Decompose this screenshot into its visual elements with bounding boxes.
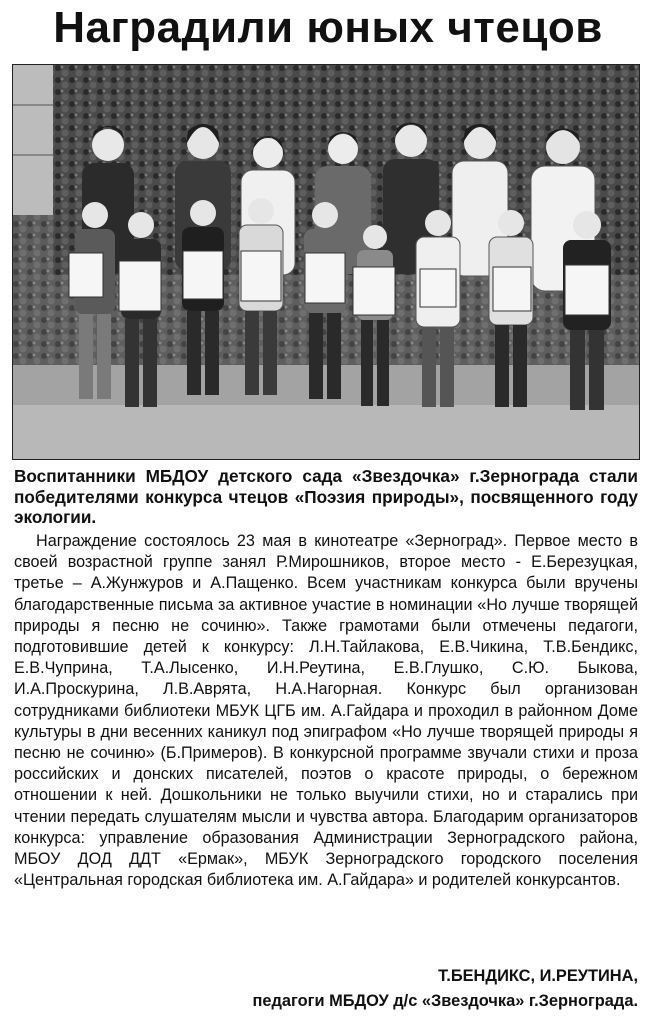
article-body: Награждение состоялось 23 мая в кинотеатре «Зерноград». Первое место в своей возрастной группе занял Р.Мирошников, второе место - Е.Березуцкая, третье – А.Жунжуров и А.Пащенко. Всем участникам конкурса были вручены благодарственные письма за активное участие в номинации «Но лучше творящей природы я песню не сочиню». Также грамотами были отмечены педагоги, подготовившие детей к конкурсу: Л.Н.Тайлакова, Е.В.Чикина, Т.В.Бендикс, Е.В.Чуприна, Т.А.Лысенко, И.Н.Реутина, Е.В.Глушко, С.Ю. Быкова, И.А.Проскурина, Л.В.Аврята, Н.А.Нагорная. Конкурс был организован сотрудниками библиотеки МБУК ЦГБ им. А.Гайдара и проходил в районном Доме культуры в дни весенних каникул под эпиграфом «Но лучше творящей природы я песню не сочиню» (Б.Примеров). В конкурсной программе звучали стихи и проза российских и донских писателей, поэтов о красоте природы, о бережном отношении к ней. Дошкольники не только выучили стихи, но и старались при чтении передать слушателям мысли и чувства автора. Благодарим организаторов конкурса: управление образования Администрации Зерноградского района, МБОУ ДОД ДДТ «Ермак», МБУК Зерноградского городского поселения «Центральная городская библиотека им. А.Гайдара» и родителей конкурсантов.: [14, 532, 638, 890]
signature-names: Т.БЕНДИКС, И.РЕУТИНА,: [438, 967, 638, 985]
group-photo-image: [12, 64, 640, 460]
article-lead: Воспитанники МБДОУ детского сада «Звездочка» г.Зернограда стали победителями конкурса чтецов «Поэзия природы», посвященного году экологии.: [14, 466, 638, 527]
article-signature: [14, 964, 638, 1014]
signature-role: педагоги МБДОУ д/с «Звездочка» г.Зернограда.: [252, 992, 638, 1010]
article-headline: Наградили юных чтецов: [53, 3, 603, 52]
